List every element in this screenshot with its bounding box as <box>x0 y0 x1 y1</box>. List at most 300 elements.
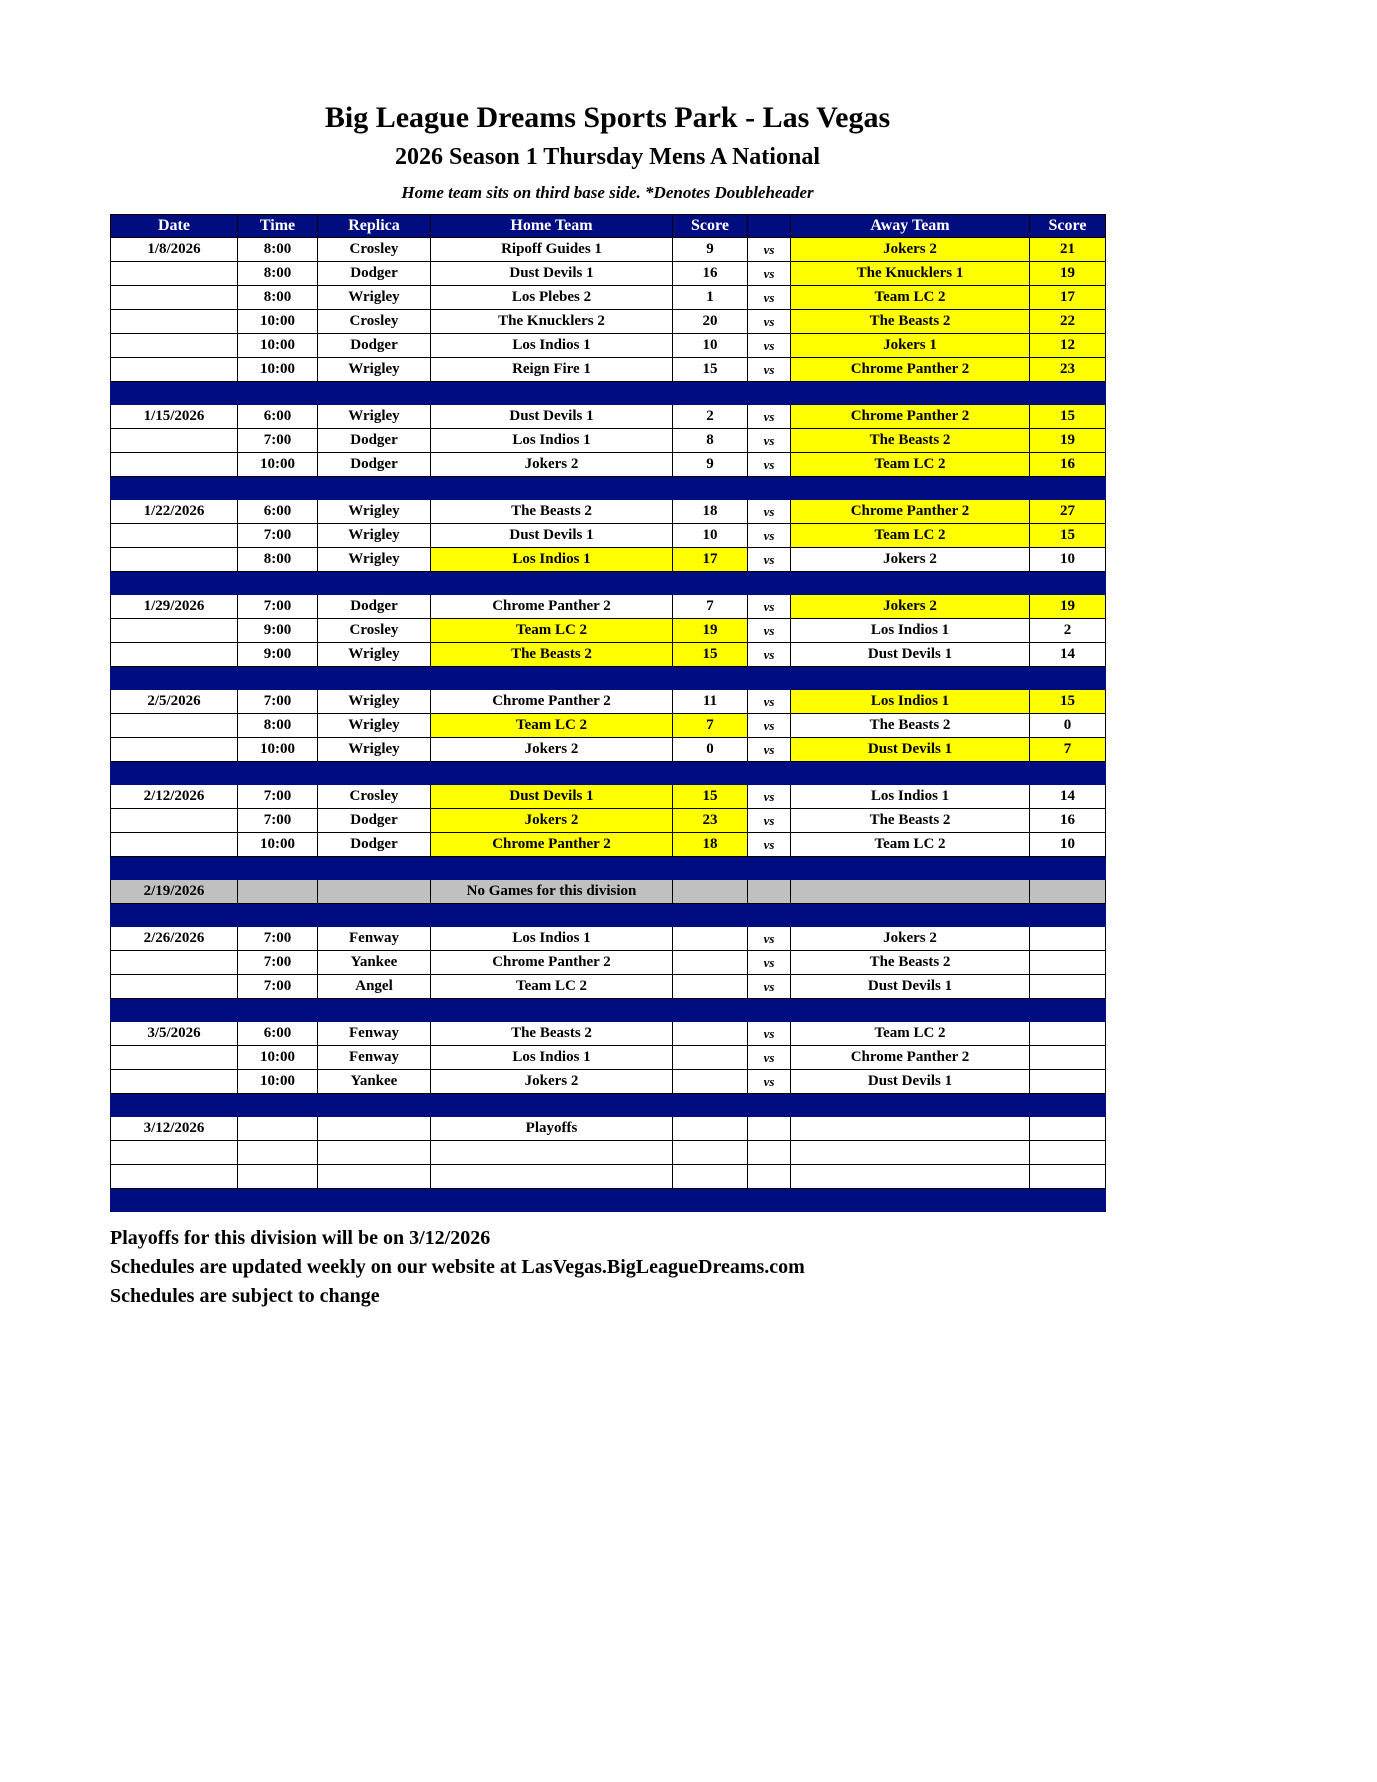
vs-cell: vs <box>748 738 791 762</box>
home-team-cell: Jokers 2 <box>431 1070 673 1094</box>
time-cell: 10:00 <box>238 358 318 382</box>
date-cell <box>111 262 238 286</box>
replica-cell: Dodger <box>318 809 431 833</box>
time-cell: 6:00 <box>238 1022 318 1046</box>
away-team-cell: The Beasts 2 <box>791 714 1030 738</box>
date-cell <box>111 334 238 358</box>
replica-cell: Crosley <box>318 619 431 643</box>
vs-cell: vs <box>748 1022 791 1046</box>
away-team-cell: Team LC 2 <box>791 453 1030 477</box>
game-row <box>111 524 1106 548</box>
blank-row <box>111 1165 1106 1189</box>
separator-row <box>111 382 1106 405</box>
home-score-cell <box>673 951 748 975</box>
date-cell: 2/19/2026 <box>111 880 238 904</box>
vs-cell: vs <box>748 310 791 334</box>
away-team-cell: Los Indios 1 <box>791 619 1030 643</box>
replica-cell: Wrigley <box>318 405 431 429</box>
date-cell <box>111 975 238 999</box>
away-team-cell: Team LC 2 <box>791 1022 1030 1046</box>
vs-cell <box>748 1141 791 1165</box>
home-score-cell: 7 <box>673 714 748 738</box>
separator-band <box>111 999 1106 1022</box>
away-score-cell <box>1030 880 1106 904</box>
away-team-cell: Dust Devils 1 <box>791 975 1030 999</box>
away-team-cell: The Beasts 2 <box>791 951 1030 975</box>
vs-cell: vs <box>748 951 791 975</box>
home-score-cell: 15 <box>673 358 748 382</box>
away-team-cell: Jokers 2 <box>791 238 1030 262</box>
column-header: Time <box>238 215 318 238</box>
time-cell: 10:00 <box>238 833 318 857</box>
time-cell: 7:00 <box>238 809 318 833</box>
home-team-cell: The Beasts 2 <box>431 500 673 524</box>
replica-cell: Fenway <box>318 927 431 951</box>
playoffs-row <box>111 1117 1106 1141</box>
vs-cell: vs <box>748 809 791 833</box>
home-team-cell: Los Plebes 2 <box>431 286 673 310</box>
away-score-cell: 19 <box>1030 262 1106 286</box>
replica-cell: Dodger <box>318 453 431 477</box>
away-score-cell: 19 <box>1030 595 1106 619</box>
separator-band <box>111 382 1106 405</box>
away-score-cell: 15 <box>1030 405 1106 429</box>
separator-row <box>111 1094 1106 1117</box>
date-cell <box>111 738 238 762</box>
home-score-cell: 2 <box>673 405 748 429</box>
vs-cell: vs <box>748 524 791 548</box>
separator-band <box>111 477 1106 500</box>
away-score-cell <box>1030 1141 1106 1165</box>
away-score-cell: 17 <box>1030 286 1106 310</box>
page-title: Big League Dreams Sports Park - Las Vegas <box>324 101 891 134</box>
home-team-cell <box>431 1141 673 1165</box>
date-cell <box>111 429 238 453</box>
separator-row <box>111 762 1106 785</box>
home-score-cell: 15 <box>673 785 748 809</box>
game-row <box>111 643 1106 667</box>
separator-band <box>111 1094 1106 1117</box>
away-score-cell: 10 <box>1030 548 1106 572</box>
date-cell: 1/15/2026 <box>111 405 238 429</box>
vs-cell: vs <box>748 643 791 667</box>
away-team-cell: Dust Devils 1 <box>791 643 1030 667</box>
game-row <box>111 785 1106 809</box>
replica-cell: Wrigley <box>318 500 431 524</box>
time-cell: 8:00 <box>238 548 318 572</box>
replica-cell <box>318 1117 431 1141</box>
notice-row <box>111 880 1106 904</box>
time-cell: 6:00 <box>238 500 318 524</box>
home-score-cell <box>673 1141 748 1165</box>
game-row <box>111 833 1106 857</box>
away-team-cell: Chrome Panther 2 <box>791 405 1030 429</box>
home-team-cell: Chrome Panther 2 <box>431 951 673 975</box>
away-team-cell: Los Indios 1 <box>791 785 1030 809</box>
home-score-cell: 23 <box>673 809 748 833</box>
time-cell: 7:00 <box>238 429 318 453</box>
time-cell: 7:00 <box>238 927 318 951</box>
away-score-cell: 14 <box>1030 643 1106 667</box>
schedule-table <box>110 214 1106 1212</box>
date-cell: 2/5/2026 <box>111 690 238 714</box>
away-score-cell: 15 <box>1030 690 1106 714</box>
home-team-cell: Dust Devils 1 <box>431 262 673 286</box>
time-cell: 9:00 <box>238 643 318 667</box>
footer-website-note: Schedules are updated weekly on our website at LasVegas.BigLeagueDreams.com <box>110 1256 805 1278</box>
away-team-cell: Team LC 2 <box>791 833 1030 857</box>
away-team-cell: Chrome Panther 2 <box>791 358 1030 382</box>
vs-cell: vs <box>748 1046 791 1070</box>
time-cell: 9:00 <box>238 619 318 643</box>
home-team-cell: The Knucklers 2 <box>431 310 673 334</box>
time-cell: 10:00 <box>238 310 318 334</box>
replica-cell: Dodger <box>318 429 431 453</box>
separator-row <box>111 477 1106 500</box>
home-score-cell: 11 <box>673 690 748 714</box>
column-header: Replica <box>318 215 431 238</box>
vs-cell: vs <box>748 238 791 262</box>
away-team-cell: Jokers 1 <box>791 334 1030 358</box>
home-score-cell <box>673 927 748 951</box>
game-row <box>111 1070 1106 1094</box>
replica-cell <box>318 880 431 904</box>
game-row <box>111 500 1106 524</box>
replica-cell: Dodger <box>318 334 431 358</box>
home-score-cell: 8 <box>673 429 748 453</box>
away-score-cell: 21 <box>1030 238 1106 262</box>
date-cell <box>111 643 238 667</box>
time-cell: 10:00 <box>238 334 318 358</box>
away-team-cell: The Knucklers 1 <box>791 262 1030 286</box>
home-team-cell: Chrome Panther 2 <box>431 833 673 857</box>
separator-row <box>111 667 1106 690</box>
home-team-cell: Los Indios 1 <box>431 334 673 358</box>
vs-cell: vs <box>748 453 791 477</box>
game-row <box>111 927 1106 951</box>
footer-playoffs-note: Playoffs for this division will be on 3/12/2026 <box>110 1227 491 1249</box>
separator-row <box>111 572 1106 595</box>
date-cell <box>111 809 238 833</box>
vs-cell: vs <box>748 785 791 809</box>
away-score-cell <box>1030 1165 1106 1189</box>
home-score-cell: 9 <box>673 453 748 477</box>
time-cell <box>238 1117 318 1141</box>
separator-row <box>111 904 1106 927</box>
vs-cell <box>748 880 791 904</box>
away-score-cell: 16 <box>1030 809 1106 833</box>
home-score-cell: 16 <box>673 262 748 286</box>
home-team-cell: Team LC 2 <box>431 619 673 643</box>
game-row <box>111 548 1106 572</box>
vs-cell <box>748 1165 791 1189</box>
vs-cell: vs <box>748 358 791 382</box>
separator-band <box>111 904 1106 927</box>
home-team-cell: Jokers 2 <box>431 738 673 762</box>
replica-cell: Wrigley <box>318 358 431 382</box>
away-team-cell: The Beasts 2 <box>791 429 1030 453</box>
time-cell: 7:00 <box>238 595 318 619</box>
time-cell: 7:00 <box>238 951 318 975</box>
vs-cell: vs <box>748 690 791 714</box>
game-row <box>111 238 1106 262</box>
vs-cell: vs <box>748 500 791 524</box>
playoffs-text-cell: Playoffs <box>431 1117 673 1141</box>
game-row <box>111 405 1106 429</box>
away-score-cell: 0 <box>1030 714 1106 738</box>
home-score-cell: 15 <box>673 643 748 667</box>
vs-cell: vs <box>748 833 791 857</box>
vs-cell: vs <box>748 548 791 572</box>
away-score-cell: 2 <box>1030 619 1106 643</box>
away-team-cell: The Beasts 2 <box>791 809 1030 833</box>
column-header: Score <box>1030 215 1106 238</box>
game-row <box>111 619 1106 643</box>
game-row <box>111 429 1106 453</box>
date-cell <box>111 453 238 477</box>
time-cell: 10:00 <box>238 1070 318 1094</box>
away-score-cell: 27 <box>1030 500 1106 524</box>
replica-cell: Fenway <box>318 1046 431 1070</box>
date-cell: 2/26/2026 <box>111 927 238 951</box>
time-cell: 7:00 <box>238 785 318 809</box>
date-cell <box>111 1070 238 1094</box>
time-cell: 7:00 <box>238 690 318 714</box>
away-score-cell: 23 <box>1030 358 1106 382</box>
home-score-cell <box>673 1022 748 1046</box>
away-team-cell: Team LC 2 <box>791 286 1030 310</box>
replica-cell: Yankee <box>318 1070 431 1094</box>
document-headings <box>110 100 1105 204</box>
time-cell: 10:00 <box>238 453 318 477</box>
home-score-cell <box>673 1117 748 1141</box>
vs-cell: vs <box>748 927 791 951</box>
time-cell: 10:00 <box>238 738 318 762</box>
away-score-cell: 12 <box>1030 334 1106 358</box>
home-score-cell: 7 <box>673 595 748 619</box>
date-cell <box>111 548 238 572</box>
separator-row <box>111 1189 1106 1212</box>
vs-cell: vs <box>748 334 791 358</box>
home-team-cell: The Beasts 2 <box>431 643 673 667</box>
home-team-cell: Jokers 2 <box>431 453 673 477</box>
date-cell: 1/22/2026 <box>111 500 238 524</box>
away-team-cell: Chrome Panther 2 <box>791 1046 1030 1070</box>
time-cell <box>238 880 318 904</box>
away-team-cell: Dust Devils 1 <box>791 738 1030 762</box>
away-team-cell: Jokers 2 <box>791 927 1030 951</box>
home-team-cell: Reign Fire 1 <box>431 358 673 382</box>
date-cell <box>111 833 238 857</box>
away-score-cell: 14 <box>1030 785 1106 809</box>
away-score-cell <box>1030 951 1106 975</box>
separator-band <box>111 572 1106 595</box>
column-header: Score <box>673 215 748 238</box>
replica-cell: Dodger <box>318 833 431 857</box>
replica-cell <box>318 1165 431 1189</box>
home-score-cell <box>673 975 748 999</box>
vs-cell: vs <box>748 262 791 286</box>
footer-notes <box>110 1224 1377 1311</box>
home-score-cell <box>673 1046 748 1070</box>
home-team-cell: Dust Devils 1 <box>431 785 673 809</box>
date-cell <box>111 619 238 643</box>
home-team-cell: Dust Devils 1 <box>431 405 673 429</box>
schedule-body <box>111 238 1106 1212</box>
replica-cell: Dodger <box>318 262 431 286</box>
home-team-cell: Los Indios 1 <box>431 927 673 951</box>
home-score-cell <box>673 1070 748 1094</box>
away-team-cell: Jokers 2 <box>791 595 1030 619</box>
replica-cell: Dodger <box>318 595 431 619</box>
game-row <box>111 334 1106 358</box>
blank-row <box>111 1141 1106 1165</box>
game-row <box>111 1046 1106 1070</box>
game-row <box>111 310 1106 334</box>
date-cell <box>111 951 238 975</box>
time-cell: 8:00 <box>238 238 318 262</box>
game-row <box>111 809 1106 833</box>
date-cell <box>111 524 238 548</box>
home-team-cell: Chrome Panther 2 <box>431 690 673 714</box>
replica-cell: Wrigley <box>318 714 431 738</box>
game-row <box>111 595 1106 619</box>
home-score-cell <box>673 1165 748 1189</box>
game-row <box>111 453 1106 477</box>
away-score-cell: 10 <box>1030 833 1106 857</box>
home-score-cell: 10 <box>673 524 748 548</box>
time-cell: 7:00 <box>238 975 318 999</box>
game-row <box>111 690 1106 714</box>
home-score-cell: 20 <box>673 310 748 334</box>
away-score-cell: 16 <box>1030 453 1106 477</box>
game-row <box>111 1022 1106 1046</box>
time-cell: 10:00 <box>238 1046 318 1070</box>
away-team-cell <box>791 1117 1030 1141</box>
home-team-cell: Los Indios 1 <box>431 429 673 453</box>
vs-cell <box>748 1117 791 1141</box>
home-team-cell: Team LC 2 <box>431 714 673 738</box>
home-team-cell: Los Indios 1 <box>431 548 673 572</box>
time-cell: 8:00 <box>238 262 318 286</box>
away-team-cell: The Beasts 2 <box>791 310 1030 334</box>
vs-cell: vs <box>748 714 791 738</box>
home-score-cell: 9 <box>673 238 748 262</box>
separator-band <box>111 857 1106 880</box>
away-score-cell <box>1030 1022 1106 1046</box>
column-header <box>748 215 791 238</box>
game-row <box>111 951 1106 975</box>
replica-cell: Crosley <box>318 238 431 262</box>
replica-cell: Wrigley <box>318 548 431 572</box>
away-score-cell <box>1030 927 1106 951</box>
away-team-cell <box>791 880 1030 904</box>
vs-cell: vs <box>748 975 791 999</box>
date-cell: 1/8/2026 <box>111 238 238 262</box>
home-score-cell: 0 <box>673 738 748 762</box>
time-cell <box>238 1141 318 1165</box>
date-cell <box>111 1165 238 1189</box>
date-cell: 3/5/2026 <box>111 1022 238 1046</box>
home-score-cell: 17 <box>673 548 748 572</box>
column-header: Home Team <box>431 215 673 238</box>
column-header: Away Team <box>791 215 1030 238</box>
away-score-cell <box>1030 1046 1106 1070</box>
away-score-cell <box>1030 1117 1106 1141</box>
home-team-cell: Ripoff Guides 1 <box>431 238 673 262</box>
vs-cell: vs <box>748 429 791 453</box>
time-cell: 8:00 <box>238 714 318 738</box>
away-team-cell: Team LC 2 <box>791 524 1030 548</box>
separator-band <box>111 762 1106 785</box>
home-team-cell: Jokers 2 <box>431 809 673 833</box>
replica-cell <box>318 1141 431 1165</box>
notice-text-cell: No Games for this division <box>431 880 673 904</box>
replica-cell: Yankee <box>318 951 431 975</box>
home-team-cell: Team LC 2 <box>431 975 673 999</box>
date-cell <box>111 1141 238 1165</box>
replica-cell: Wrigley <box>318 643 431 667</box>
home-score-cell: 18 <box>673 833 748 857</box>
away-score-cell <box>1030 1070 1106 1094</box>
separator-band <box>111 1189 1106 1212</box>
separator-band <box>111 667 1106 690</box>
away-team-cell: Chrome Panther 2 <box>791 500 1030 524</box>
home-team-cell: The Beasts 2 <box>431 1022 673 1046</box>
date-cell <box>111 310 238 334</box>
vs-cell: vs <box>748 1070 791 1094</box>
away-team-cell: Los Indios 1 <box>791 690 1030 714</box>
date-cell <box>111 1046 238 1070</box>
time-cell: 6:00 <box>238 405 318 429</box>
replica-cell: Crosley <box>318 785 431 809</box>
replica-cell: Wrigley <box>318 286 431 310</box>
home-score-cell: 1 <box>673 286 748 310</box>
footer-change-note: Schedules are subject to change <box>110 1285 380 1307</box>
date-cell: 1/29/2026 <box>111 595 238 619</box>
time-cell <box>238 1165 318 1189</box>
vs-cell: vs <box>748 619 791 643</box>
home-team-cell <box>431 1165 673 1189</box>
game-row <box>111 358 1106 382</box>
away-score-cell: 7 <box>1030 738 1106 762</box>
home-score-cell: 19 <box>673 619 748 643</box>
away-team-cell <box>791 1141 1030 1165</box>
season-subtitle: 2026 Season 1 Thursday Mens A National <box>395 144 820 170</box>
vs-cell: vs <box>748 595 791 619</box>
away-team-cell: Dust Devils 1 <box>791 1070 1030 1094</box>
date-cell: 2/12/2026 <box>111 785 238 809</box>
home-team-cell: Chrome Panther 2 <box>431 595 673 619</box>
replica-cell: Fenway <box>318 1022 431 1046</box>
game-row <box>111 286 1106 310</box>
vs-cell: vs <box>748 286 791 310</box>
vs-cell: vs <box>748 405 791 429</box>
away-score-cell: 19 <box>1030 429 1106 453</box>
away-score-cell: 22 <box>1030 310 1106 334</box>
date-cell <box>111 714 238 738</box>
date-cell <box>111 286 238 310</box>
time-cell: 7:00 <box>238 524 318 548</box>
home-score-cell <box>673 880 748 904</box>
home-team-cell: Dust Devils 1 <box>431 524 673 548</box>
away-score-cell: 15 <box>1030 524 1106 548</box>
replica-cell: Wrigley <box>318 524 431 548</box>
column-header: Date <box>111 215 238 238</box>
game-row <box>111 262 1106 286</box>
replica-cell: Angel <box>318 975 431 999</box>
date-cell <box>111 358 238 382</box>
